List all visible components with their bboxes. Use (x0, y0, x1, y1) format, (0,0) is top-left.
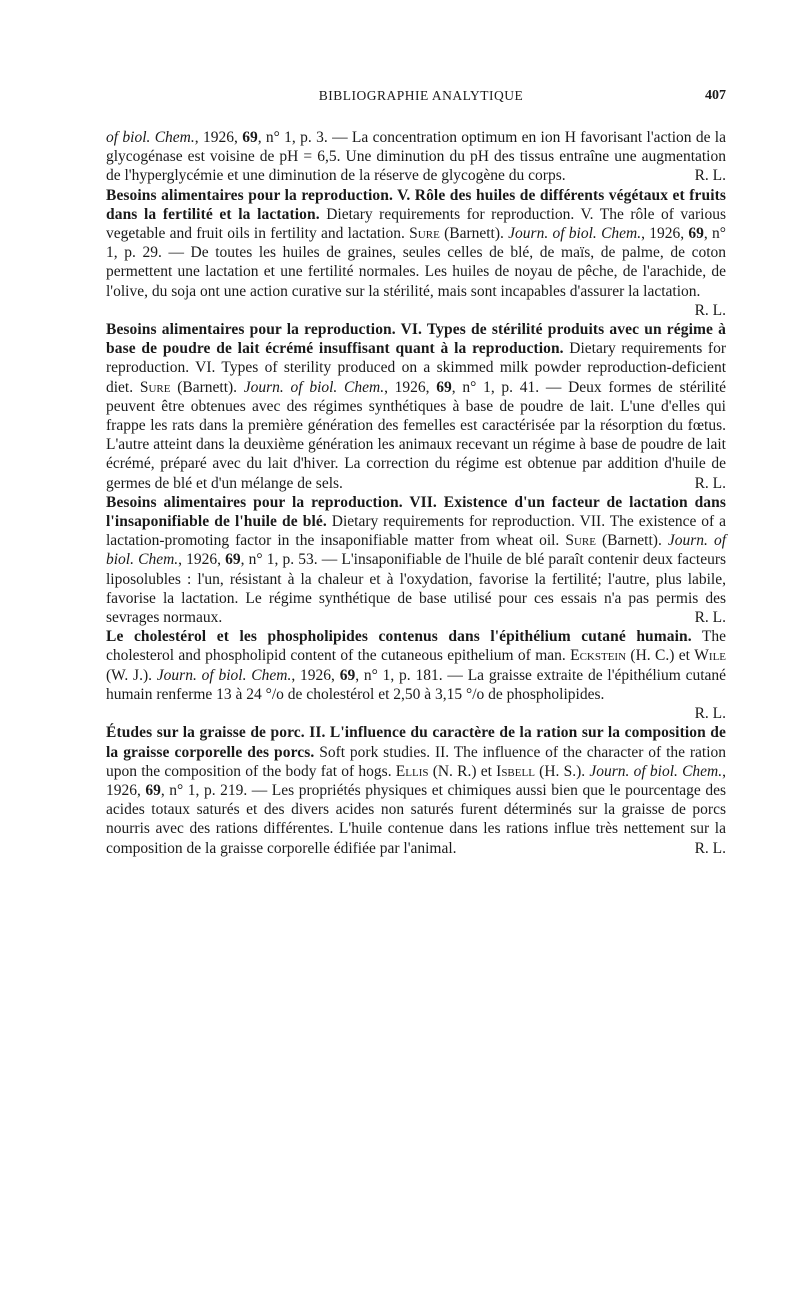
author-suffix: (Barnett). (595, 532, 668, 550)
author-suffix: (N. R.) et (428, 762, 497, 780)
continuation-paragraph (106, 128, 726, 186)
signature: R. L. (694, 167, 726, 185)
author-name: Wile (694, 647, 727, 665)
author-name: Sure (565, 532, 596, 550)
abstract-text: — Les propriétés physiques et chimiques aussi bien que le pourcentage des acides totaux saturés et des divers acides non saturés furent déterminés sur la graisse de porcs nourris avec des rations différentes. L'huile contenue dans les rations influe très nettement sur la composition de la graisse corporelle édifiée par l'animal. (106, 781, 727, 857)
abstract-text: — De toutes les huiles de graines, seules celles de blé, de maïs, de palme, de coton permettent une lactation et une fertilité normales. Les huiles de noyau de pêche, de l'arachide, de l'olive, du soja ont une action curative sur la stérilité, mais sont incapables d'assurer la lactation. (106, 244, 727, 300)
entry-title: Besoins alimentaires pour la reproduction. V. Rôle des huiles de différents végétaux et fruits dans la fertilité et la lactation. (106, 186, 726, 223)
page-number: 407 (705, 88, 726, 103)
bibliography-entry (106, 320, 726, 493)
signature: R. L. (694, 839, 726, 857)
issue-text: , n° 1, p. 219. (160, 781, 248, 799)
entry-translation: Dietary requirements for reproduction. VII. The existence of a lactation-promoting factor in the insaponifiable matter from wheat oil. (106, 513, 727, 550)
abstract-text: — La concentration optimum en ion H favorisant l'action de la glycogénase est voisine de pH = 6,5. Une diminution du pH des tissus entraîne une augmentation de l'hyperglycémie et une diminution de la réserve de glycogène du corps. (106, 129, 726, 185)
volume-number: 69 (339, 666, 356, 684)
citation-text: , 1926, (384, 378, 437, 396)
entry-translation: Soft pork studies. II. The influence of the character of the ration upon the composition of the body fat of hogs. (106, 743, 726, 780)
entry-translation: The cholesterol and phospholipid content of the cutaneous epithelium of man. (106, 628, 726, 665)
issue-text: , n° 1, p. 3. (257, 129, 328, 146)
entry-title: Besoins alimentaires pour la reproduction. VII. Existence d'un facteur de lactation dans l'insaponifiable de l'huile de blé. (106, 493, 726, 531)
signature: R. L. (694, 474, 726, 492)
author-name: Ellis (395, 762, 429, 780)
entry-title: Besoins alimentaires pour la reproduction. VI. Types de stérilité produits avec un régime à base de poudre de lait écrémé insuffisant quant à la reproduction. (106, 321, 726, 358)
volume-number: 69 (242, 129, 258, 146)
entry-translation: Dietary requirements for reproduction. V. The rôle of various vegetable and fruit oils in fertility and lactation. (106, 205, 727, 243)
issue-text: , n° 1, p. 41. (451, 378, 540, 396)
author-name: Sure (139, 378, 171, 396)
volume-number: 69 (436, 378, 452, 396)
entry-title: Études sur la graisse de porc. II. L'influence du caractère de la ration sur la composition de la graisse corporelle des porcs. (106, 724, 726, 761)
journal-name: Journ. of biol. Chem. (589, 762, 723, 780)
signature-line (106, 704, 726, 723)
article-body (106, 128, 726, 858)
volume-number: 69 (688, 225, 704, 243)
signature: R. L. (694, 705, 726, 723)
author-name: Sure (409, 225, 440, 243)
author-name: Eckstein (570, 647, 627, 665)
journal-name: Journ. of biol. Chem. (508, 225, 642, 243)
abstract-text: — La graisse extraite de l'épithélium cutané humain renferme 13 à 24 °/o de cholestérol et 2,50 à 3,15 °/o de phospholipides. (106, 666, 727, 703)
author-suffix: (Barnett). (439, 225, 509, 243)
signature: R. L. (694, 609, 726, 627)
author-name: Isbell (496, 762, 535, 780)
issue-text: , n° 1, p. 181. (355, 666, 443, 684)
journal-name: Journ. of biol. Chem. (106, 532, 727, 569)
volume-number: 69 (225, 551, 241, 569)
entry-translation: Dietary requirements for reproduction. VI. Types of sterility produced on a skimmed milk powder reproduction-deficient diet. (106, 340, 726, 396)
bibliography-entry (106, 627, 726, 704)
abstract-text: — Deux formes de stérilité peuvent être obtenues avec des régimes synthétiques à base de poudre de lait. L'une d'elles qui frappe les rats dans la première génération des femelles est caractérisée par la résorption du fœtus. L'autre atteint dans la deuxième génération les animaux recevant un régime à base de poudre de lait écrémé, préparé avec du lait d'hiver. La correction du régime est obtenue par addition d'huile de germes de blé et d'un mélange de sels. (106, 378, 727, 492)
issue-text: , n° 1, p. 29. (106, 225, 727, 262)
citation-text: , 1926, (291, 666, 340, 684)
author-suffix: (H. S.). (534, 762, 590, 780)
citation-text: , 1926, (178, 551, 226, 569)
bibliography-entry (106, 723, 726, 857)
bibliography-entry (106, 186, 726, 320)
citation-text: , 1926, (641, 225, 689, 243)
abstract-text: — L'insaponifiable de l'huile de blé paraît contenir deux facteurs liposolubles : l'un, résistant à la chaleur et à l'oxydation, favorise la fertilité; l'autre, plus labile, favorise la lactation. Le régime synthétique de base utilisé pour ces essais n'a pas permis des sevrages normaux. (106, 551, 727, 627)
page-header (106, 88, 726, 114)
volume-number: 69 (145, 781, 161, 799)
citation-text: , 1926, (106, 762, 727, 799)
author-suffix: (Barnett). (170, 378, 244, 396)
bibliography-entry (106, 493, 726, 627)
issue-text: , n° 1, p. 53. (240, 551, 318, 569)
journal-name: of biol. Chem. (106, 129, 195, 146)
citation-text: , 1926, (194, 129, 243, 146)
running-title: BIBLIOGRAPHIE ANALYTIQUE (318, 88, 524, 103)
journal-name: Journ. of biol. Chem. (156, 666, 292, 684)
author-suffix: (W. J.). (106, 666, 157, 684)
journal-name: Journ. of biol. Chem. (243, 378, 385, 396)
entry-title: Le cholestérol et les phospholipides contenus dans l'épithélium cutané humain. (106, 628, 692, 646)
author-suffix: (H. C.) et (626, 647, 695, 665)
signature: R. L. (694, 301, 726, 319)
